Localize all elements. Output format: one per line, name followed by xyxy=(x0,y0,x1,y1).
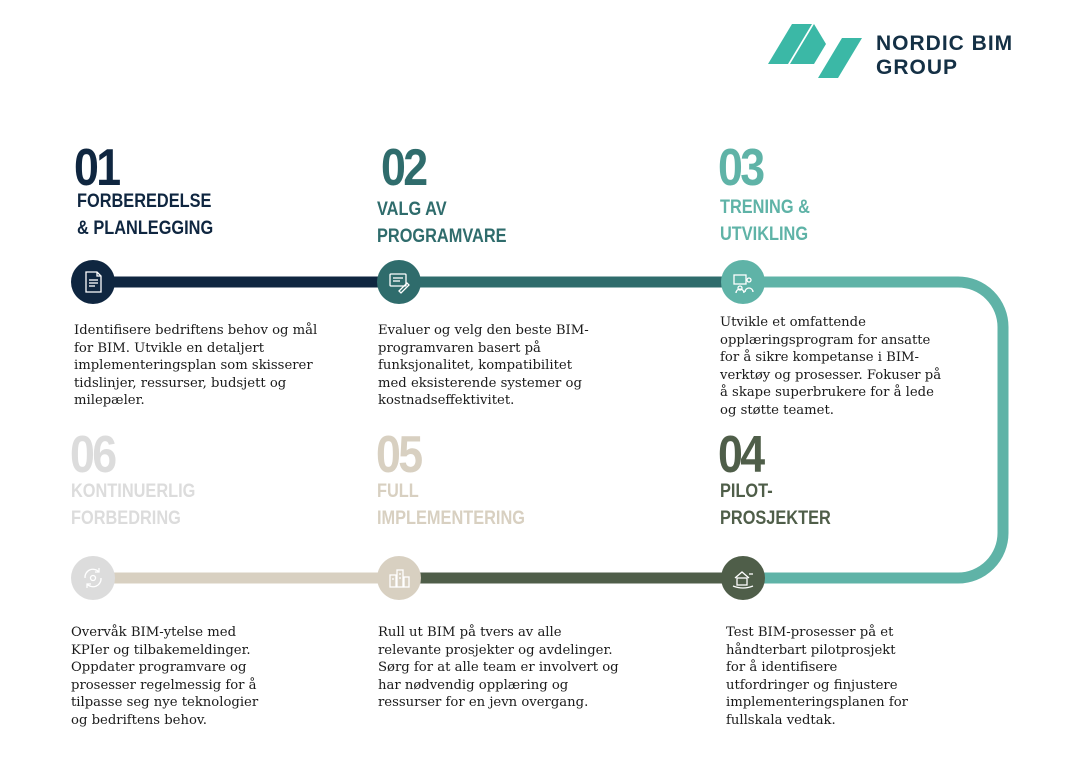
step-02-node xyxy=(377,260,421,304)
step-06-description: Overvåk BIM-ytelse med KPIer og tilbakemeldinger. Oppdater programvare og prosesser regelmessig for å tilpasse seg nye teknologier og bedriftens behov. xyxy=(71,625,259,728)
step-04-description: Test BIM-prosesser på et håndterbart pilotprosjekt for å identifisere utfordringer og finjustere implementeringsplanen for fullskala vedtak. xyxy=(726,625,908,728)
step-06-title: KONTINUERLIG FORBEDRING xyxy=(71,481,196,529)
logo-text xyxy=(876,32,1013,80)
step-03-number: 03 xyxy=(718,139,763,197)
step-02-title: VALG AV PROGRAMVARE xyxy=(377,199,507,247)
step-03-node xyxy=(721,260,765,304)
document-icon xyxy=(80,269,106,295)
step-06-number: 06 xyxy=(70,426,115,484)
step-05-title: FULL IMPLEMENTERING xyxy=(377,481,525,529)
software-icon xyxy=(386,269,412,295)
step-04-title: PILOT- PROSJEKTER xyxy=(720,481,831,529)
step-01-node xyxy=(71,260,115,304)
step-03-description: Utvikle et omfattende opplæringsprogram for ansatte for å sikre kompetanse i BIM- verktøy og prosesser. Fokuser på å skape superbrukere for å lede og støtte teamet. xyxy=(720,315,942,418)
city-icon xyxy=(386,565,412,591)
improvement-icon xyxy=(80,565,106,591)
step-02-description: Evaluer og velg den beste BIM- programvaren basert på funksjonalitet, kompatibilitet med eksisterende systemer og kostnadseffektivitet. xyxy=(378,323,589,409)
step-04-node xyxy=(721,556,765,600)
step-05-node xyxy=(377,556,421,600)
step-06-node xyxy=(71,556,115,600)
step-03-title: TRENING & UTVIKLING xyxy=(720,197,810,245)
logo-line-2: GROUP xyxy=(876,56,959,79)
step-01-description: Identifisere bedriftens behov og mål for BIM. Utvikle en detaljert implementeringsplan som skisserer tidslinjer, ressurser, budsjett og milepæler. xyxy=(74,323,318,409)
logo-line-1: NORDIC BIM xyxy=(876,32,1014,55)
step-05-number: 05 xyxy=(376,426,421,484)
step-05-description: Rull ut BIM på tvers av alle relevante prosjekter og avdelinger. Sørg for at alle team er involvert og har nødvendig opplæring og ressurser for en jevn overgang. xyxy=(378,625,619,711)
nordic-bim-logo xyxy=(768,24,1038,80)
pilot-house-icon xyxy=(730,565,756,591)
step-02-number: 02 xyxy=(381,139,426,197)
step-01-number: 01 xyxy=(74,139,119,197)
training-icon xyxy=(730,269,756,295)
step-04-number: 04 xyxy=(718,426,763,484)
logo-mark-icon xyxy=(768,24,864,80)
step-01-title: FORBEREDELSE & PLANLEGGING xyxy=(77,191,214,239)
